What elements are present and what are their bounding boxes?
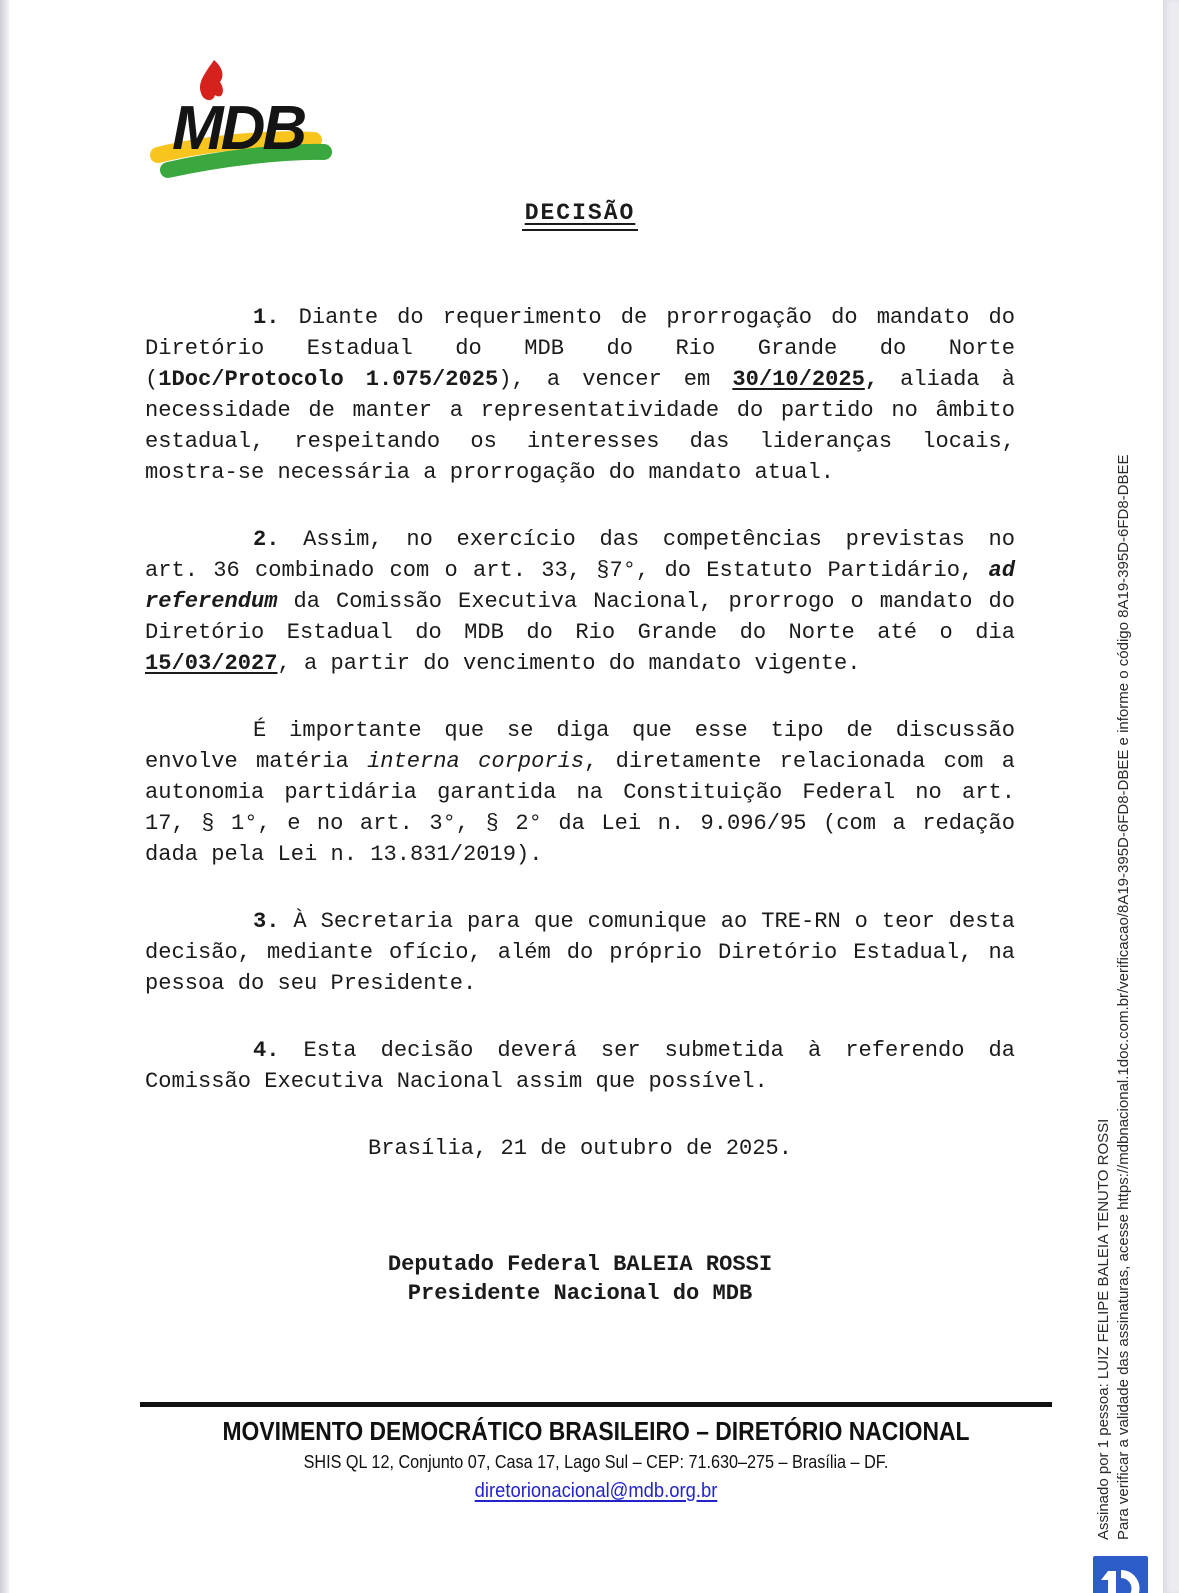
mdb-logo-text: MDB	[172, 94, 305, 163]
paragraph-3: É importante que se diga que esse tipo de discussão envolve matéria interna corporis, diretamente relacionada com a autonomia partidária garantida na Constituição Federal no art. 17, § 1°, e no art. 3°, § 2° da Lei n. 9.096/95 (com a redação dada pela Lei n. 13.831/2019).	[145, 718, 1015, 867]
paragraph-2: 2. Assim, no exercício das competências previstas no art. 36 combinado com o art. 33, §7°, do Estatuto Partidário, ad referendum da Comissão Executiva Nacional, prorrogo o mandato do Diretório Estadual do MDB do Rio Grande do Norte até o dia 15/03/2027, a partir do vencimento do mandato vigente.	[145, 527, 1015, 676]
mdb-logo	[146, 56, 336, 188]
document-body	[145, 302, 1015, 1308]
footer-address: SHIS QL 12, Conjunto 07, Casa 17, Lago Sul – CEP: 71.630–275 – Brasília – DF.	[303, 1452, 889, 1472]
onedoc-badge-icon	[1093, 1556, 1148, 1593]
page-edge-right	[1163, 0, 1179, 1593]
sidebar-verification-text: Para verificar a validade das assinaturas, acesse https://mdbnacional.1doc.com.br/verificacao/8A19-395D-6FD8-DBEE e informe o código 8A19-395D-6FD8-DBEE	[1115, 454, 1132, 1540]
paragraph-4: 3. À Secretaria para que comunique ao TRE-RN o teor desta decisão, mediante ofício, além do próprio Diretório Estadual, na pessoa do seu Presidente.	[145, 909, 1015, 996]
page-title: DECISÃO	[522, 200, 639, 231]
signatory-name: Deputado Federal BALEIA ROSSI	[387, 1252, 773, 1277]
footer-email-row	[176, 1480, 1015, 1503]
page-edge-left	[0, 0, 9, 1593]
paragraph-1: 1. Diante do requerimento de prorrogação do mandato do Diretório Estadual do MDB do Rio Grande do Norte (1Doc/Protocolo 1.075/2025), a vencer em 30/10/2025, aliada à necessidade de manter a representatividade do partido no âmbito estadual, respeitando os interesses das lideranças locais, mostra-se necessária a prorrogação do mandato atual.	[145, 305, 1015, 485]
signature-block	[145, 1250, 1015, 1308]
signatory-title: Presidente Nacional do MDB	[407, 1281, 753, 1306]
title-row	[145, 200, 1015, 231]
footer-email-link[interactable]: diretorionacional@mdb.org.br	[474, 1480, 718, 1502]
footer	[140, 1402, 1052, 1503]
onedoc-badge-graphic	[1093, 1556, 1148, 1593]
signature-sidebar	[1094, 454, 1134, 1540]
mdb-logo-graphic	[146, 56, 336, 188]
date-line: Brasília, 21 de outubro de 2025.	[368, 1136, 792, 1161]
footer-org-name: MOVIMENTO DEMOCRÁTICO BRASILEIRO – DIRETÓRIO NACIONAL	[222, 1416, 970, 1446]
paragraph-5: 4. Esta decisão deverá ser submetida à referendo da Comissão Executiva Nacional assim que possível.	[145, 1038, 1015, 1094]
sidebar-signed-by-text: Assinado por 1 pessoa: LUIZ FELIPE BALEIA TENUTO ROSSI	[1095, 1118, 1112, 1540]
footer-rule	[140, 1402, 1052, 1407]
